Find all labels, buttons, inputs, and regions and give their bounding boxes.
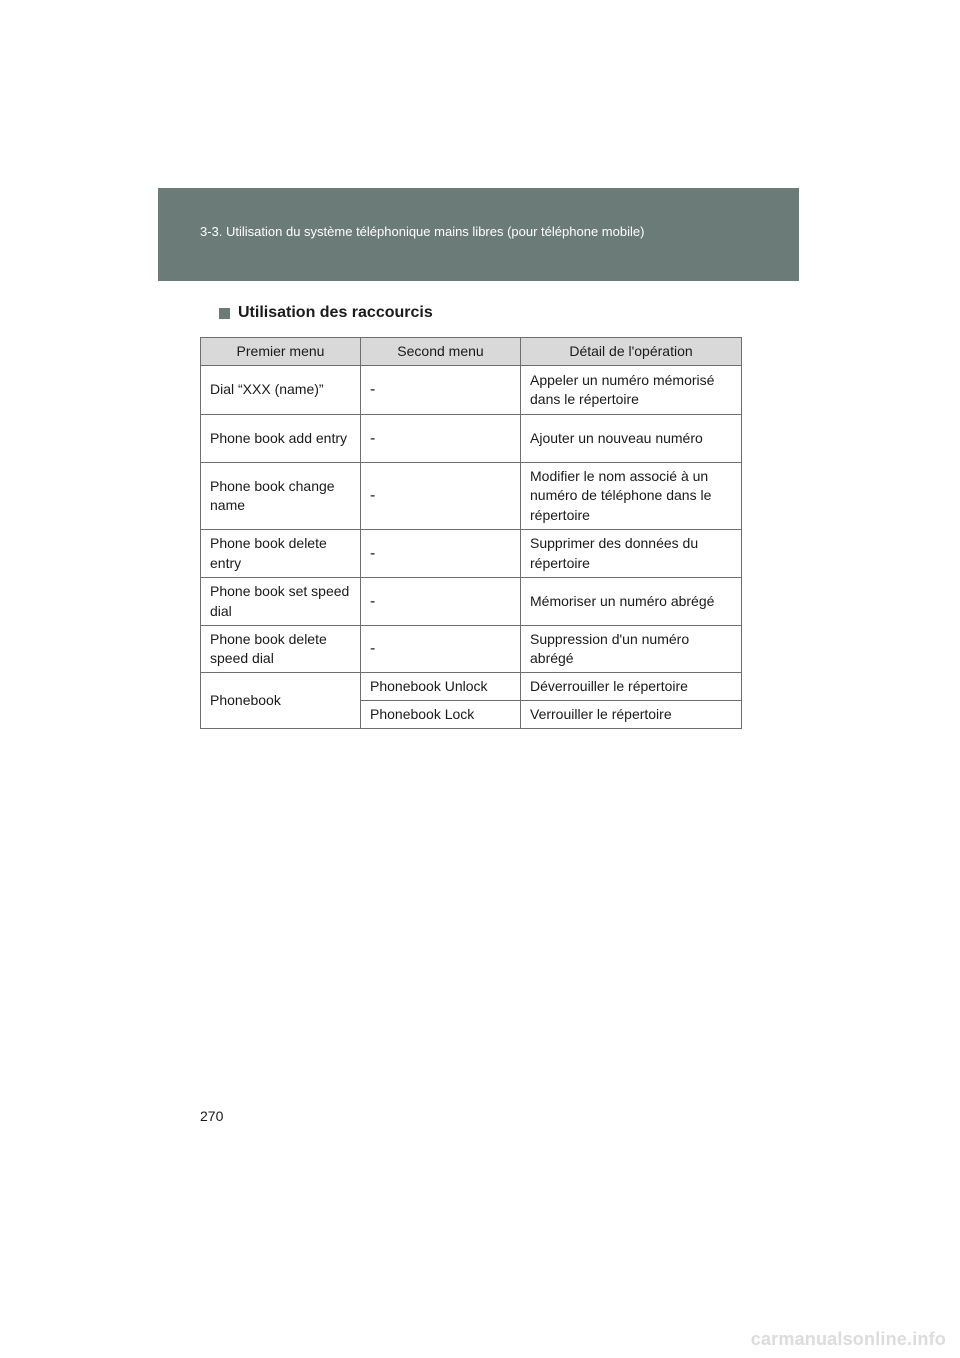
operation-detail-cell: Déverrouiller le répertoire — [521, 673, 742, 701]
table-row — [201, 463, 742, 530]
operation-detail-cell: Mémoriser un numéro abrégé — [521, 578, 742, 626]
chapter-header-band — [158, 188, 799, 281]
second-menu-cell: - — [361, 463, 521, 530]
second-menu-cell: - — [361, 626, 521, 673]
table-row — [201, 626, 742, 673]
square-bullet-icon — [219, 308, 230, 319]
table-row — [201, 578, 742, 626]
watermark: carmanualsonline.info — [750, 1329, 946, 1349]
first-menu-cell: Phonebook — [201, 673, 361, 729]
chapter-breadcrumb: 3-3. Utilisation du système téléphonique mains libres (pour téléphone mobile) — [200, 224, 645, 239]
first-menu-cell: Phone book add entry — [201, 415, 361, 463]
first-menu-cell: Phone book delete entry — [201, 530, 361, 578]
first-menu-cell: Phone book delete speed dial — [201, 626, 361, 673]
first-menu-cell: Dial “XXX (name)” — [201, 366, 361, 415]
page-number: 270 — [200, 1108, 224, 1124]
table-row — [201, 530, 742, 578]
second-menu-cell: - — [361, 530, 521, 578]
table-row — [201, 415, 742, 463]
first-menu-cell: Phone book set speed dial — [201, 578, 361, 626]
second-menu-cell: - — [361, 366, 521, 415]
second-menu-cell: Phonebook Lock — [361, 701, 521, 729]
section-title: Utilisation des raccourcis — [238, 304, 433, 321]
table-header-row — [201, 338, 742, 366]
second-menu-cell: - — [361, 415, 521, 463]
column-header-second-menu: Second menu — [361, 338, 521, 366]
first-menu-cell: Phone book change name — [201, 463, 361, 530]
operation-detail-cell: Ajouter un nouveau numéro — [521, 415, 742, 463]
operation-detail-cell: Appeler un numéro mémorisé dans le répertoire — [521, 366, 742, 415]
column-header-operation-detail: Détail de l'opération — [521, 338, 742, 366]
table-row — [201, 366, 742, 415]
second-menu-cell: - — [361, 578, 521, 626]
operation-detail-cell: Suppression d'un numéro abrégé — [521, 626, 742, 673]
operation-detail-cell: Supprimer des données du répertoire — [521, 530, 742, 578]
column-header-first-menu: Premier menu — [201, 338, 361, 366]
second-menu-cell: Phonebook Unlock — [361, 673, 521, 701]
operation-detail-cell: Verrouiller le répertoire — [521, 701, 742, 729]
section-heading — [219, 304, 433, 322]
table-row — [201, 673, 742, 701]
operation-detail-cell: Modifier le nom associé à un numéro de téléphone dans le répertoire — [521, 463, 742, 530]
shortcuts-table — [200, 337, 742, 729]
